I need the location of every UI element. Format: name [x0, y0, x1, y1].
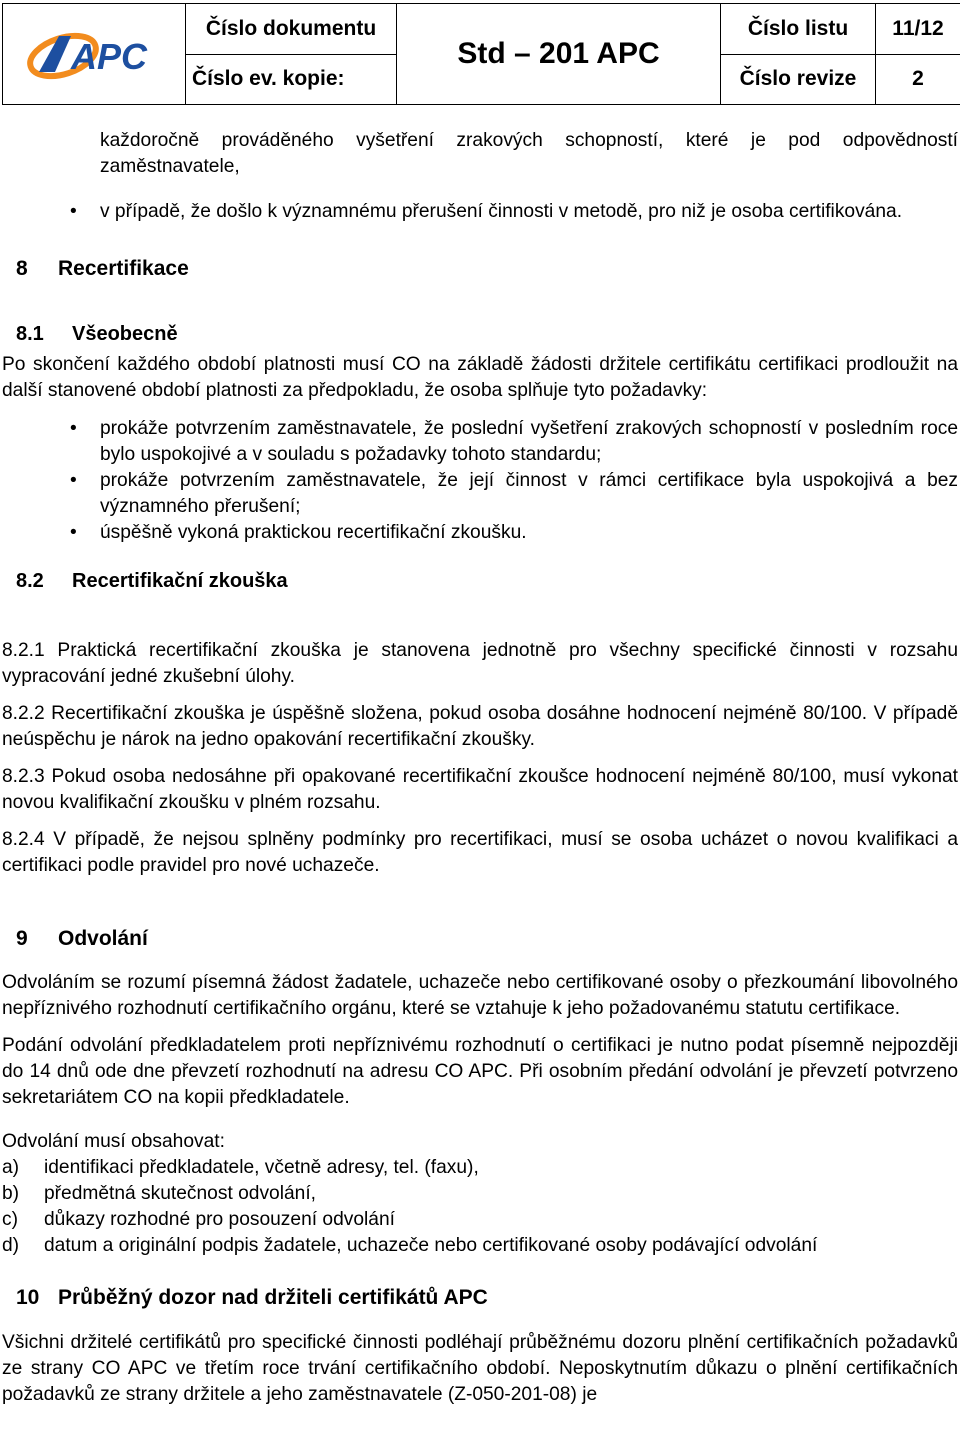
section-9-paragraph-1: Odvoláním se rozumí písemná žádost žadatele, uchazeče nebo certifikované osoby o přezkoumání libovolného nepříznivého rozhodnutí certifikačního orgánu, které se vztahuje k jeho požadovanému statutu certifikace.: [2, 972, 958, 1019]
bullet-text: v případě, že došlo k významnému přerušení činnosti v metodě, pro niž je osoba certifikována.: [100, 201, 903, 222]
paragraph-8-2-1: 8.2.1 Praktická recertifikační zkouška je stanovena jednotně pro všechny specifické činnosti v rozsahu vypracování jedné zkušební úlohy.: [2, 640, 958, 687]
paragraph-8-2-4: 8.2.4 V případě, že nejsou splněny podmínky pro recertifikaci, musí se osoba ucházet o novou kvalifikaci a certifikaci podle pravidel pro nové uchazeče.: [2, 829, 958, 876]
paragraph-8-2-2: 8.2.2 Recertifikační zkouška je úspěšně složena, pokud osoba dosáhne hodnocení nejméně 80/100. V případě neúspěchu je nárok na jedno opakování recertifikační zkoušky.: [2, 703, 958, 750]
list-item: [2, 199, 958, 225]
paragraph-8-2-3: 8.2.3 Pokud osoba nedosáhne při opakované recertifikační zkoušce hodnocení nejméně 80/100, musí vykonat novou kvalifikační zkoušku v plném rozsahu.: [2, 766, 958, 813]
section-8-1-heading: 8.1 Všeobecně: [16, 323, 178, 345]
list-item: a) identifikaci předkladatele, včetně adresy, tel. (faxu),: [2, 1157, 479, 1178]
apc-logo: [19, 24, 169, 84]
revision-label: Číslo revize: [721, 54, 876, 105]
document-header: [2, 3, 958, 105]
logo-text: APC: [71, 36, 148, 77]
logo-cell: [3, 4, 186, 105]
list-item: d) datum a originální podpis žadatele, uchazeče nebo certifikované osoby podávající odvolání: [2, 1235, 818, 1256]
document-body: [2, 128, 958, 1408]
section-10-heading: 10 Průběžný dozor nad držiteli certifikátů APC: [16, 1286, 488, 1309]
bullet-icon: •: [70, 201, 77, 222]
list-item: • prokáže potvrzením zaměstnavatele, že poslední vyšetření zrakových schopností v posledním roce bylo uspokojivé a v souladu s požadavky tohoto standardu;: [70, 418, 958, 465]
bullet-icon: •: [70, 470, 77, 491]
list-item: • prokáže potvrzením zaměstnavatele, že její činnost v rámci certifikace byla uspokojivá a bez významného přerušení;: [70, 470, 958, 517]
sheet-value: 11/12: [876, 4, 960, 55]
bullet-icon: •: [70, 418, 77, 439]
continued-text: každoročně prováděného vyšetření zrakových schopností, které je pod odpovědností zaměstnavatele,: [100, 130, 958, 177]
list-item: • úspěšně vykoná praktickou recertifikační zkoušku.: [2, 520, 958, 546]
section-9-heading: 9 Odvolání: [16, 927, 148, 950]
appeal-list-intro: Odvolání musí obsahovat:: [2, 1131, 225, 1152]
section-9-paragraph-2: Podání odvolání předkladatelem proti nepříznivému rozhodnutí o certifikaci je nutno podat písemně nejpozději do 14 dnů ode dne převzetí rozhodnutí na adresu CO APC. Při osobním předání odvolání je převzetí potvrzeno sekretariátem CO na kopii předkladatele.: [2, 1035, 958, 1108]
list-item: c) důkazy rozhodné pro posouzení odvolání: [2, 1209, 395, 1230]
copy-number-label: Číslo ev. kopie:: [186, 54, 397, 105]
standard-title: Std – 201 APC: [397, 4, 721, 105]
sheet-label: Číslo listu: [721, 4, 876, 55]
header-table: [2, 3, 960, 105]
section-10-paragraph: Všichni držitelé certifikátů pro specifické činnosti podléhají průběžnému dozoru plnění certifikačních požadavků ze strany CO APC ve třetím roce trvání certifikačního období. Neposkytnutím důkazu o plnění certifikačních požadavků ze strany držitele a jeho zaměstnavatele (Z-050-201-08) je: [2, 1332, 958, 1405]
doc-number-label: Číslo dokumentu: [186, 4, 397, 55]
revision-value: 2: [876, 54, 960, 105]
section-8-1-intro: Po skončení každého období platnosti musí CO na základě žádosti držitele certifikátu certifikaci prodloužit na další stanovené období platnosti za předpokladu, že osoba splňuje tyto požadavky:: [2, 354, 958, 401]
section-8-heading: 8 Recertifikace: [16, 257, 189, 280]
bullet-icon: •: [70, 522, 77, 543]
list-item: b) předmětná skutečnost odvolání,: [2, 1183, 316, 1204]
section-8-2-heading: 8.2 Recertifikační zkouška: [16, 570, 288, 592]
